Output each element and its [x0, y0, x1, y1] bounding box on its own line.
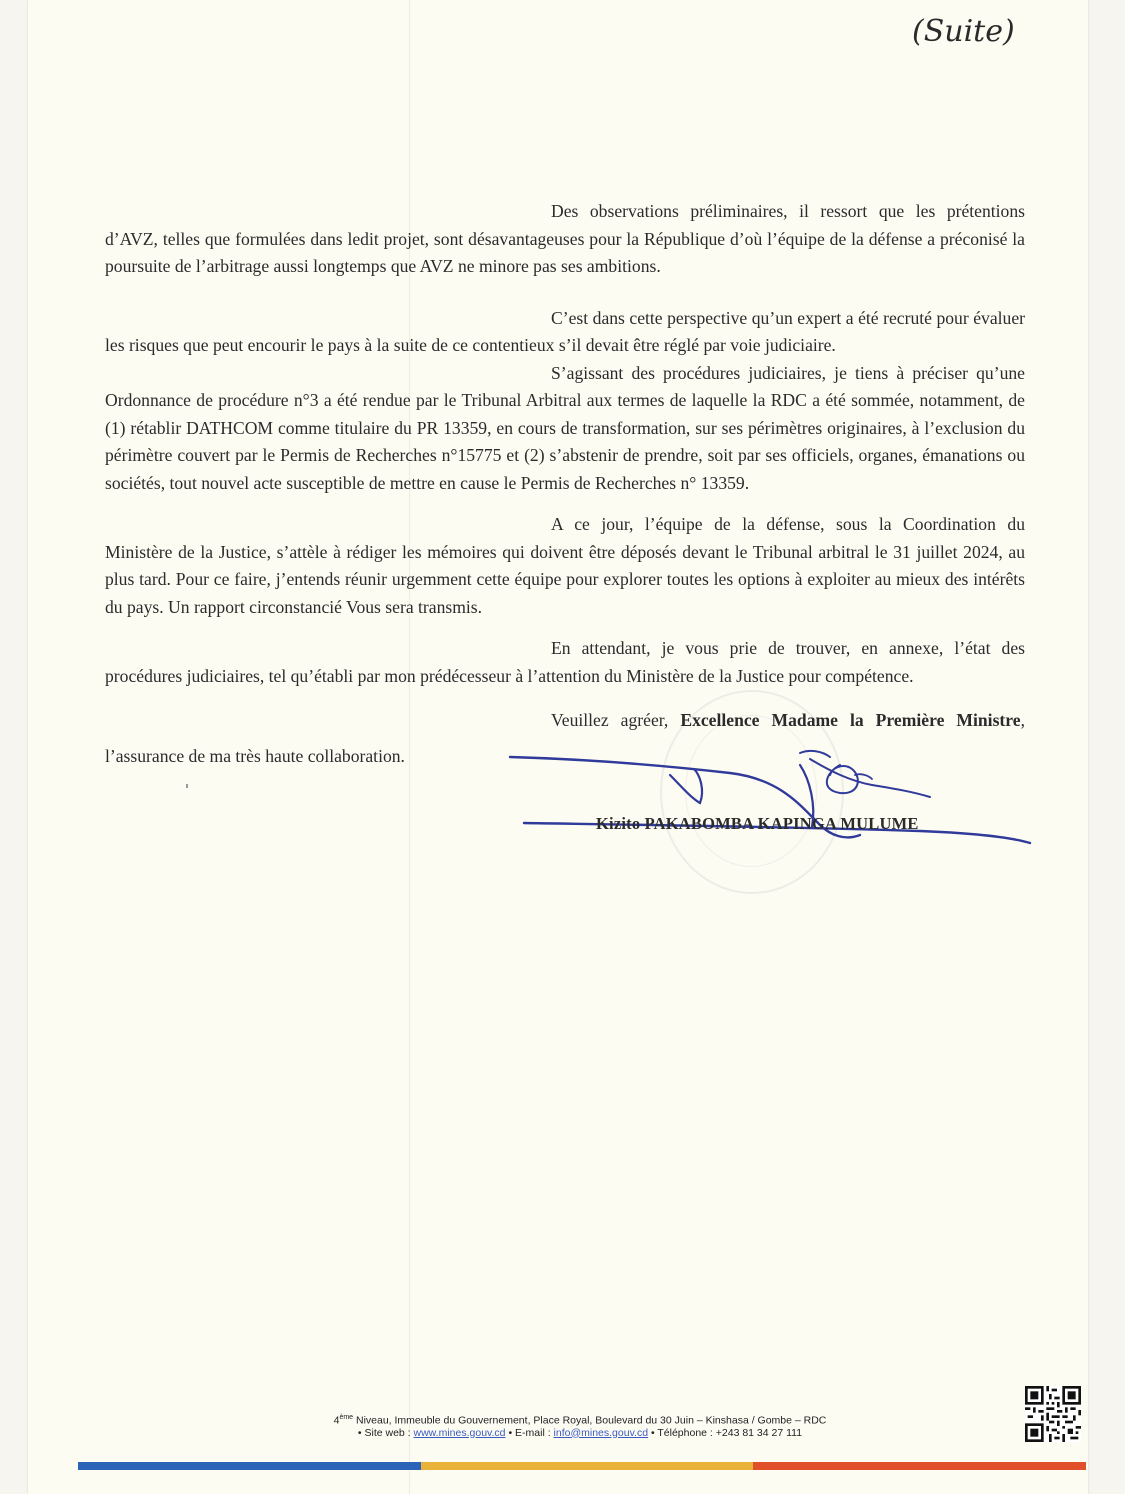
- handwritten-signature: [500, 745, 1040, 855]
- stray-mark: [186, 784, 188, 788]
- closing-addressee: Excellence Madame la Première Ministre: [680, 710, 1021, 730]
- qr-code-icon: [1025, 1386, 1081, 1442]
- footer-email-link[interactable]: info@mines.gouv.cd: [553, 1426, 649, 1439]
- footer-site-label: • Site web :: [357, 1426, 414, 1439]
- flag-bar-blue: [78, 1462, 421, 1470]
- footer-contacts: [200, 1427, 960, 1439]
- flag-bar-red: [753, 1462, 1086, 1470]
- flag-color-bar: [78, 1462, 1086, 1470]
- footer-email-label: • E-mail :: [505, 1426, 554, 1439]
- letterhead-footer: [200, 1412, 960, 1439]
- footer-phone-number: +243 81 34 27 111: [715, 1426, 803, 1439]
- letter-body: [105, 198, 1025, 792]
- flag-bar-yellow: [421, 1462, 754, 1470]
- continuation-label: (Suite): [912, 14, 1015, 49]
- footer-address-text: Niveau, Immeuble du Gouvernement, Place Royal, Boulevard du 30 Juin – Kinshasa / Gombe – RDC: [353, 1414, 827, 1427]
- paragraph-annex: En attendant, je vous prie de trouver, en annexe, l’état des procédures judiciaires, tel qu’établi par mon prédécesseur à l’attention du Ministère de la Justice pour compétence.: [105, 638, 1025, 686]
- signatory-name: Kizito PAKABOMBA KAPINGA MULUME: [596, 814, 919, 833]
- closing-suffix: , l’assurance de ma très haute collaboration.: [105, 710, 1025, 766]
- paragraph-observations: Des observations préliminaires, il ressort que les prétentions d’AVZ, telles que formulées dans ledit projet, sont désavantageuses pour la République d’où l’équipe de la défense a préconisé la poursuite de l’arbitrage aussi longtemps que AVZ ne minore pas ses ambitions.: [105, 201, 1025, 276]
- footer-level-suffix: ème: [339, 1414, 354, 1421]
- footer-site-link[interactable]: www.mines.gouv.cd: [413, 1426, 506, 1439]
- paragraph-expert: C’est dans cette perspective qu’un expert a été recruté pour évaluer les risques que peut encourir le pays à la suite de ce contentieux s’il devait être réglé par voie judiciaire.: [105, 307, 1025, 355]
- footer-address: [200, 1412, 960, 1427]
- paragraph-procedures: S’agissant des procédures judiciaires, je tiens à préciser qu’une Ordonnance de procédure n°3 a été rendue par le Tribunal Arbitral aux termes de laquelle la RDC a été sommée, notamment, de (1) rétablir DATHCOM comme titulaire du PR 13359, en cours de transformation, sur ses périmètres originaires, à l’exclusion du périmètre couvert par le Permis de Recherches n°15775 et (2) s’abstenir de prendre, soit par ses officiels, organes, émanations ou sociétés, tout nouvel acte susceptible de mettre en cause le Permis de Recherches n° 13359.: [105, 362, 1025, 493]
- paragraph-defense-team: A ce jour, l’équipe de la défense, sous la Coordination du Ministère de la Justice, s’attèle à rédiger les mémoires qui doivent être déposés devant le Tribunal arbitral le 31 juillet 2024, au plus tard. Pour ce faire, j’entends réunir urgemment cette équipe pour explorer toutes les options à exploiter au mieux des intérêts du pays. Un rapport circonstancié Vous sera transmis.: [105, 514, 1025, 617]
- footer-level-number: 4: [333, 1414, 340, 1427]
- closing-prefix: Veuillez agréer,: [551, 710, 669, 730]
- footer-phone-label: • Téléphone :: [648, 1426, 716, 1439]
